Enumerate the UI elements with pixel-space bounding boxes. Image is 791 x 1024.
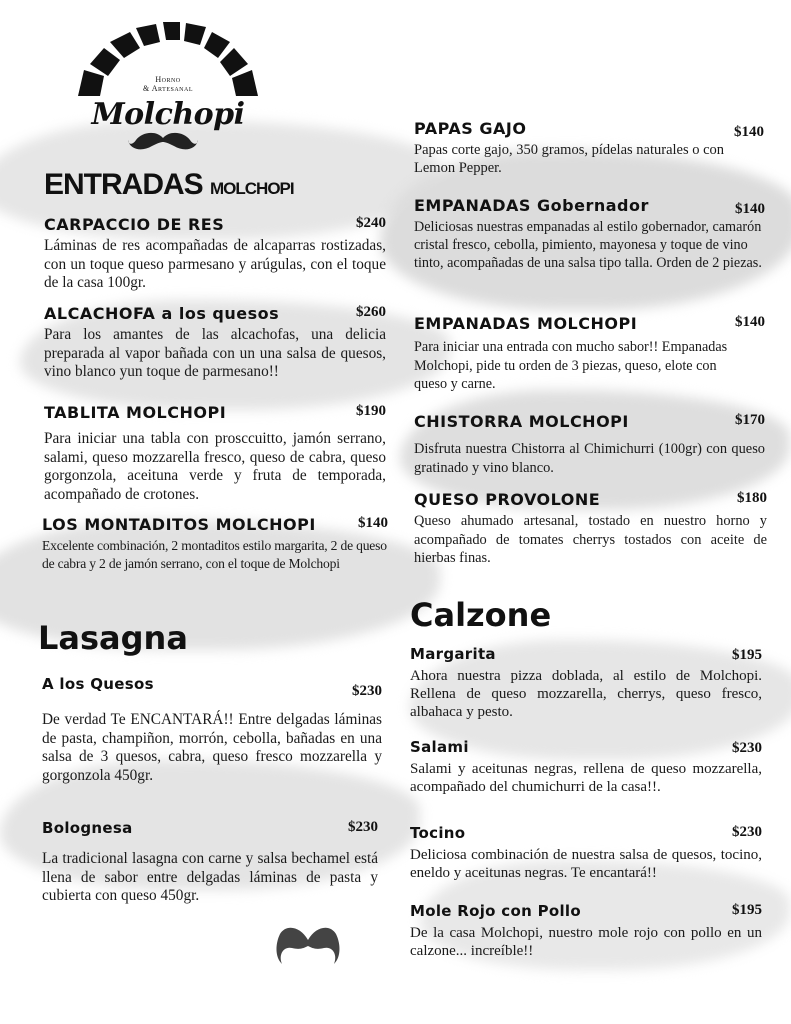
item-price: $190 — [356, 403, 386, 419]
item-price: $170 — [735, 412, 765, 428]
item-price: $195 — [732, 647, 762, 663]
item-description: Para iniciar una tabla con prosccuitto, jamón serrano, salami, queso mozzarella fresco, queso de cabra, queso gorgonzola, aceituna verde y fruta de temporada, acompañado de crotones. — [44, 430, 386, 503]
menu-item — [42, 675, 382, 785]
item-name: A los Quesos — [42, 675, 154, 693]
item-description: Deliciosa combinación de nuestra salsa de quesos, tocino, eneldo y aceitunas negras. Te encantará!! — [410, 847, 762, 881]
item-description: Láminas de res acompañadas de alcaparras rostizadas, con un toque queso parmesano y arúgulas, con el toque de la casa 100gr. — [44, 237, 386, 291]
item-price: $240 — [356, 215, 386, 231]
menu-item — [410, 824, 762, 882]
item-name: Margarita — [410, 645, 496, 663]
item-name: TABLITA MOLCHOPI — [44, 403, 227, 422]
entradas-title: ENTRADAS — [44, 168, 203, 201]
item-name: CARPACCIO DE RES — [44, 215, 225, 234]
lasagna-heading: Lasagna — [38, 619, 188, 657]
item-name: EMPANADAS Gobernador — [414, 196, 649, 215]
entradas-heading — [44, 168, 294, 202]
item-description: De verdad Te ENCANTARÁ!! Entre delgadas láminas de pasta, champiñon, morrón, cebolla, bañadas en una salsa de 3 quesos, cabra, queso fresco mozzarella y gorgonzola 450gr. — [42, 711, 382, 784]
item-price: $230 — [732, 824, 762, 840]
item-description: Queso ahumado artesanal, tostado en nuestro horno y acompañado de tomates cherrys tostados con aceite de hierbas finas. — [414, 513, 767, 566]
logo-name: Molchopi — [91, 97, 245, 132]
item-description: Papas corte gajo, 350 gramos, pídelas naturales o con Lemon Pepper. — [414, 142, 725, 176]
menu-item — [44, 215, 386, 293]
item-description: Salami y aceitunas negras, rellena de queso mozzarella, acompañado del chumichurri de la casa!!. — [410, 761, 762, 795]
menu-item — [414, 196, 765, 272]
menu-item — [410, 902, 762, 960]
molchopi-logo — [68, 18, 268, 148]
item-name: Tocino — [410, 824, 466, 842]
item-name: Mole Rojo con Pollo — [410, 902, 581, 920]
item-name: ALCACHOFA a los quesos — [44, 304, 280, 323]
entradas-subtitle: MOLCHOPI — [210, 179, 294, 198]
item-name: Salami — [410, 738, 469, 756]
item-description: Para iniciar una entrada con mucho sabor!! Empanadas Molchopi, pide tu orden de 3 piezas, queso, elote con queso y carne. — [414, 339, 728, 392]
calzone-heading: Calzone — [410, 596, 552, 634]
item-name: LOS MONTADITOS MOLCHOPI — [42, 515, 316, 534]
item-name: Bolognesa — [42, 819, 133, 837]
item-description: Ahora nuestra pizza doblada, al estilo de Molchopi. Rellena de queso mozzarella, cherrys, queso fresco, albahaca y pesto. — [410, 668, 762, 720]
logo-tagline: Horno & Artesanal — [142, 75, 194, 93]
item-price: $140 — [735, 201, 765, 217]
item-description: De la casa Molchopi, nuestro mole rojo con pollo en un calzone... increíble!! — [410, 925, 762, 959]
item-price: $230 — [348, 819, 378, 835]
menu-item — [414, 490, 767, 568]
menu-item — [414, 412, 765, 477]
item-price: $140 — [734, 124, 764, 140]
item-name: QUESO PROVOLONE — [414, 490, 601, 509]
item-price: $230 — [352, 683, 382, 699]
item-name: EMPANADAS MOLCHOPI — [414, 314, 638, 333]
menu-item — [414, 314, 765, 394]
menu-item — [42, 515, 388, 573]
item-name: PAPAS GAJO — [414, 119, 527, 138]
menu-item — [42, 819, 378, 906]
item-price: $195 — [732, 902, 762, 918]
menu-item — [44, 403, 386, 504]
item-price: $140 — [735, 314, 765, 330]
item-description: Deliciosas nuestras empanadas al estilo gobernador, camarón cristal fresco, cebolla, pimiento, mayonesa y toque de vino tinto, acompañadas de una salsa tipo talla. Orden de 2 piezas. — [414, 219, 762, 271]
item-description: Para los amantes de las alcachofas, una delicia preparada al vapor bañada con un una salsa de quesos, vino blanco yun toque de parmesano!! — [44, 326, 386, 380]
item-price: $260 — [356, 304, 386, 320]
menu-item — [410, 738, 762, 796]
item-price: $180 — [737, 490, 767, 506]
item-price: $140 — [358, 515, 388, 531]
item-description: La tradicional lasagna con carne y salsa bechamel está llena de sabor entre delgadas láminas de pasta y cubierta con queso 450gr. — [42, 850, 378, 904]
item-price: $230 — [732, 740, 762, 756]
menu-item — [44, 304, 386, 382]
mustache-icon — [128, 130, 198, 152]
item-description: Disfruta nuestra Chistorra al Chimichurri (100gr) con queso gratinado y vino blanco. — [414, 441, 765, 476]
mustache-icon — [270, 918, 346, 968]
menu-item — [414, 119, 764, 177]
item-name: CHISTORRA MOLCHOPI — [414, 412, 629, 431]
menu-item — [410, 645, 762, 721]
item-description: Excelente combinación, 2 montaditos estilo margarita, 2 de queso de cabra y 2 de jamón serrano, con el toque de Molchopi — [42, 538, 387, 571]
